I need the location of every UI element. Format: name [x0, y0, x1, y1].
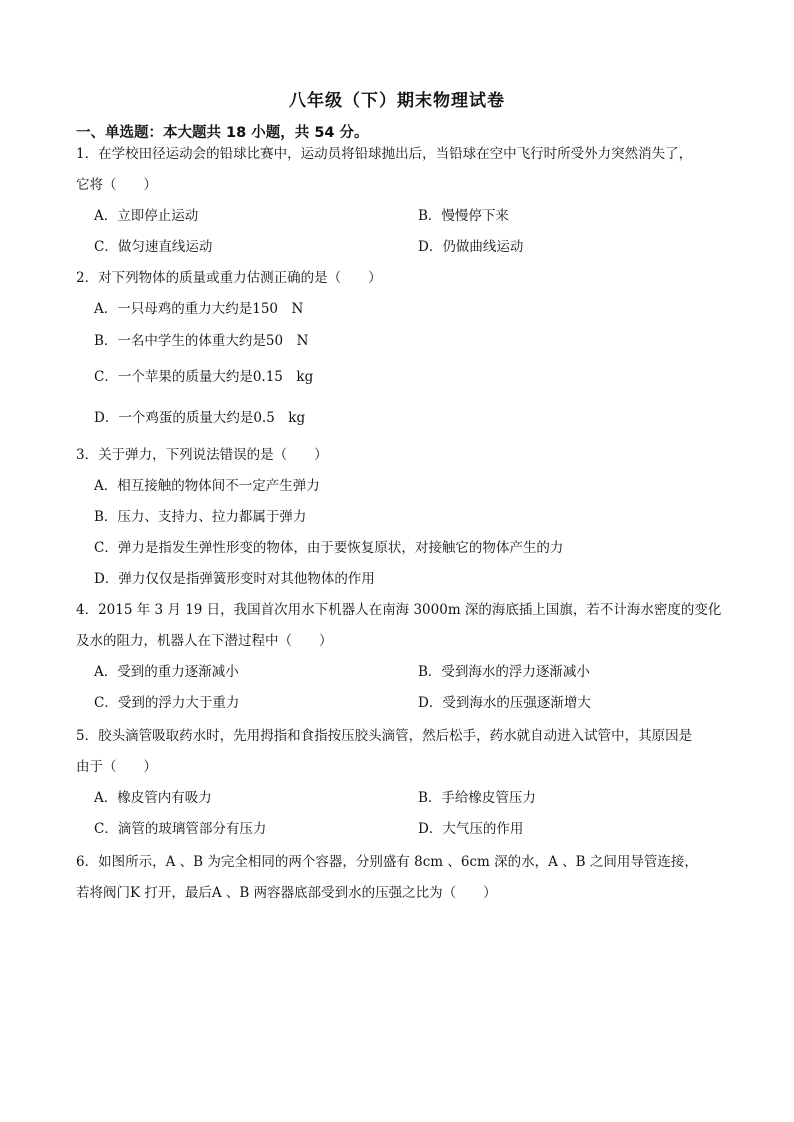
question-3-stem: 3．关于弹力，下列说法错误的是（ ） — [76, 447, 328, 463]
question-5-option-a: A．橡皮管内有吸力 — [94, 790, 212, 806]
question-3-option-c: C．弹力是指发生弹性形变的物体，由于要恢复原状，对接触它的物体产生的力 — [94, 540, 564, 556]
question-2-stem: 2．对下列物体的质量或重力估测正确的是（ ） — [76, 270, 382, 286]
question-1-stem-line-2: 它将（ ） — [76, 177, 157, 193]
question-4-option-d: D．受到海水的压强逐渐增大 — [418, 695, 591, 711]
question-6-stem-line-1: 6．如图所示，A 、B 为完全相同的两个容器，分别盛有 8cm 、6cm 深的水，A 、B 之间用导管连接， — [76, 854, 698, 870]
question-3-option-b: B．压力、支持力、拉力都属于弹力 — [94, 509, 307, 525]
question-3-option-a: A．相互接触的物体间不一定产生弹力 — [94, 478, 320, 494]
section-heading: 一、单选题：本大题共 18 小题，共 54 分。 — [76, 125, 369, 141]
question-2-option-d: D．一个鸡蛋的质量大约是0.5 kg — [94, 410, 306, 426]
question-3-option-d: D．弹力仅仅是指弹簧形变时对其他物体的作用 — [94, 571, 375, 587]
question-4-option-c: C．受到的浮力大于重力 — [94, 695, 240, 711]
question-6-stem-line-2: 若将阀门K 打开，最后A 、B 两容器底部受到水的压强之比为（ ） — [76, 885, 497, 901]
question-1-option-c: C．做匀速直线运动 — [94, 239, 213, 255]
question-1-option-b: B．慢慢停下来 — [418, 208, 509, 224]
question-5-option-b: B．手给橡皮管压力 — [418, 790, 536, 806]
question-2-option-c: C．一个苹果的质量大约是0.15 kg — [94, 369, 314, 385]
page-title: 八年级（下）期末物理试卷 — [289, 91, 505, 111]
question-1-option-d: D．仍做曲线运动 — [418, 239, 524, 255]
question-5-option-d: D．大气压的作用 — [418, 821, 524, 837]
question-2-option-b: B．一名中学生的体重大约是50 N — [94, 333, 309, 349]
question-2-option-a: A．一只母鸡的重力大约是150 N — [94, 301, 304, 317]
question-1-option-a: A．立即停止运动 — [94, 208, 199, 224]
question-4-option-a: A．受到的重力逐渐减小 — [94, 664, 239, 680]
question-4-option-b: B．受到海水的浮力逐渐减小 — [418, 664, 590, 680]
question-4-stem-line-2: 及水的阻力，机器人在下潜过程中（ ） — [76, 633, 333, 649]
question-1-stem-line-1: 1．在学校田径运动会的铅球比赛中，运动员将铅球抛出后，当铅球在空中飞行时所受外力突然消失了， — [76, 146, 693, 162]
question-4-stem-line-1: 4．2015 年 3 月 19 日，我国首次用水下机器人在南海 3000m 深的海底插上国旗，若不计海水密度的变化 — [76, 602, 722, 618]
question-5-stem-line-2: 由于（ ） — [76, 759, 157, 775]
question-5-option-c: C．滴管的玻璃管部分有压力 — [94, 821, 267, 837]
question-5-stem-line-1: 5．胶头滴管吸取药水时，先用拇指和食指按压胶头滴管，然后松手，药水就自动进入试管中，其原因是 — [76, 728, 693, 744]
